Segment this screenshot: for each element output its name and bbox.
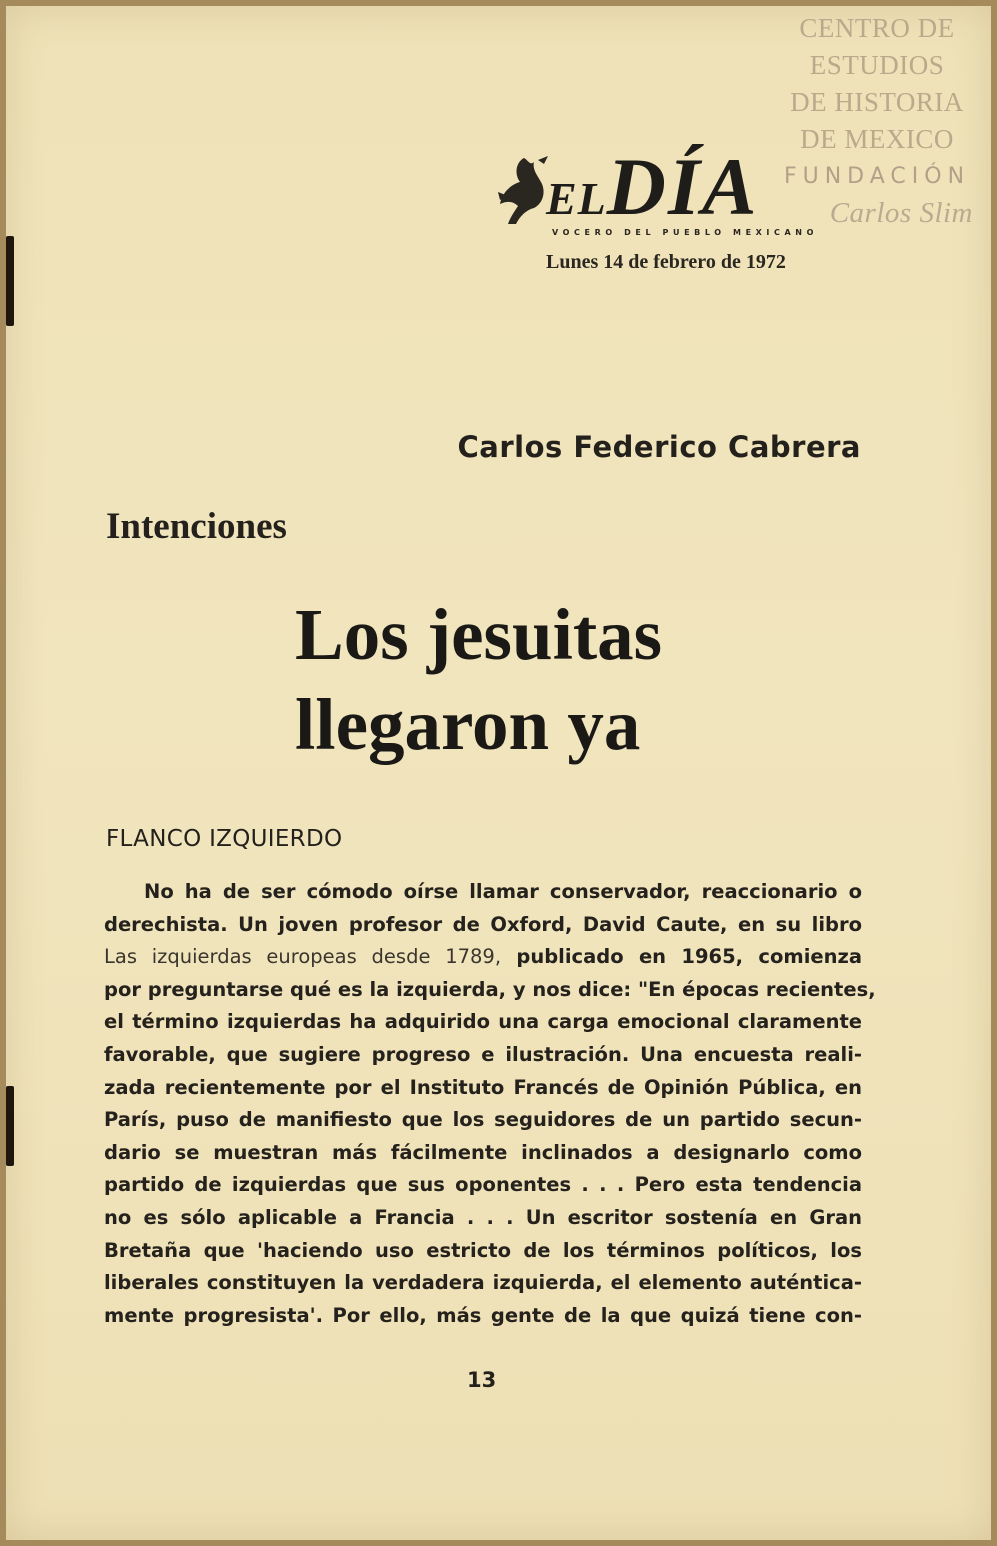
article-subhead: FLANCO IZQUIERDO [106, 826, 343, 852]
column-section-title: Intenciones [106, 506, 287, 547]
watermark-foundation: FUNDACIÓN [783, 164, 971, 189]
masthead-dia: DÍA [606, 141, 759, 232]
body-line: partido de izquierdas que sus oponentes . . . Pero esta tendencia [104, 1173, 862, 1197]
body-line: liberales constituyen la verdadera izquierda, el elemento auténtica- [104, 1271, 862, 1295]
watermark-line: ESTUDIOS [809, 50, 945, 80]
body-line: no es sólo aplicable a Francia . . . Un escritor sostenía en Gran [104, 1205, 862, 1229]
article-title [295, 590, 662, 770]
body-line: el término izquierdas ha adquirido una carga emocional claramente [104, 1010, 862, 1034]
body-line: favorable, que sugiere progreso e ilustración. Una encuesta reali- [104, 1042, 862, 1066]
watermark-line: DE HISTORIA [790, 87, 964, 117]
body-line: zada recientemente por el Instituto Francés de Opinión Pública, en [104, 1075, 862, 1099]
masthead-el: EL [546, 173, 607, 224]
newspaper-masthead [494, 141, 874, 238]
watermark-line: DE MEXICO [800, 124, 954, 154]
body-line: Bretaña que 'haciendo uso estricto de los términos políticos, los [104, 1238, 862, 1262]
masthead-tagline: VOCERO DEL PUEBLO MEXICANO [552, 228, 818, 237]
body-line: dario se muestran más fácilmente inclinados a designarlo como [104, 1140, 862, 1164]
body-line: por preguntarse qué es la izquierda, y nos dice: "En épocas recientes, [104, 977, 876, 1001]
body-line: No ha de ser cómodo oírse llamar conservador, reaccionario o [144, 880, 862, 903]
body-line-rest: publicado en 1965, comienza [516, 945, 862, 969]
book-title: Las izquierdas europeas desde 1789, [104, 945, 502, 969]
page-number: 13 [467, 1368, 497, 1392]
body-line: París, puso de manifiesto que los seguidores de un partido secun- [104, 1108, 862, 1132]
rooster-logo-icon [494, 148, 554, 228]
body-line: mente progresista'. Por ello, más gente de la que quizá tiene con- [104, 1303, 862, 1327]
binding-mark-bottom [6, 1086, 14, 1166]
body-line-with-book-title [104, 941, 862, 974]
watermark-line: CENTRO DE [799, 13, 955, 43]
article-author: Carlos Federico Cabrera [457, 430, 861, 464]
article-body [104, 876, 876, 1332]
masthead-title [546, 141, 759, 232]
publication-date: Lunes 14 de febrero de 1972 [546, 251, 786, 273]
body-line: derechista. Un joven profesor de Oxford, David Caute, en su libro [104, 912, 862, 936]
title-line: Los jesuitas [295, 594, 663, 675]
watermark-signature: Carlos Slim [829, 197, 973, 229]
title-line: llegaron ya [295, 684, 641, 765]
binding-mark-top [6, 236, 14, 326]
